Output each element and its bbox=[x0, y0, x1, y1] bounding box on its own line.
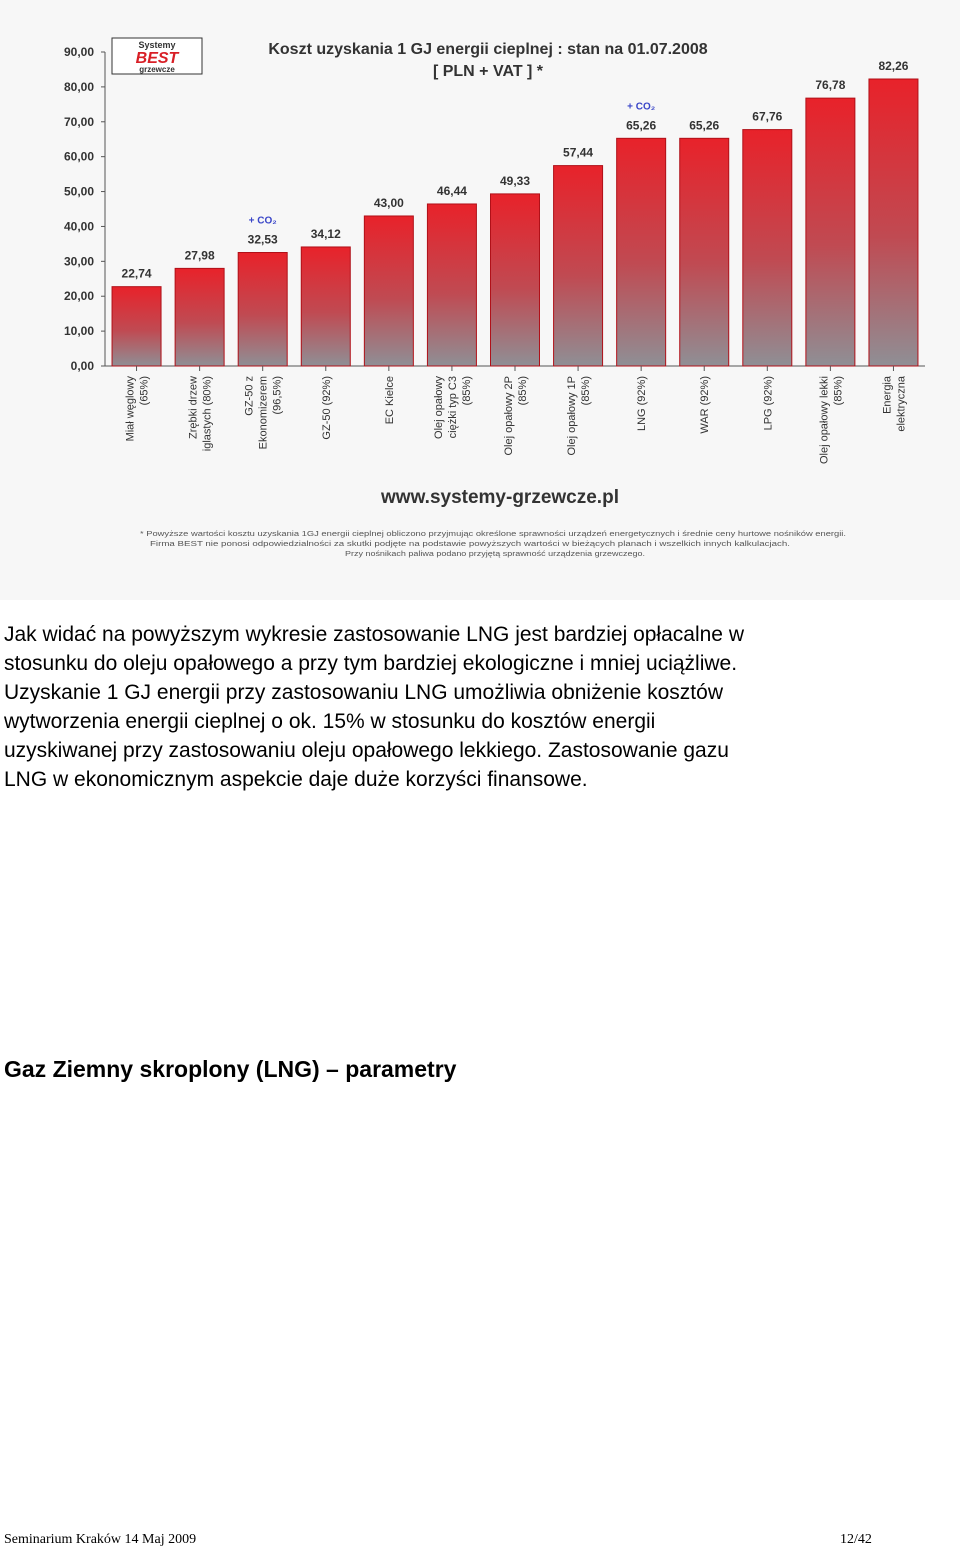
bar-value-label: 49,33 bbox=[499, 173, 531, 188]
paragraph-line: LNG w ekonomicznym aspekcie daje duże korzyści finansowe. bbox=[4, 768, 588, 791]
lng-summary-paragraph bbox=[4, 620, 944, 794]
bar-value-label: 32,53 bbox=[247, 232, 278, 247]
paragraph-line: stosunku do oleju opałowego a przy tym bardziej ekologiczne i mniej uciążliwe. bbox=[4, 652, 738, 675]
x-category-label-line: EC Kielce bbox=[383, 376, 396, 425]
x-category-label bbox=[321, 376, 333, 440]
x-category-label-line: Miał węglowy bbox=[124, 376, 137, 442]
bar bbox=[301, 247, 350, 366]
bar-value-label: 65,26 bbox=[626, 118, 657, 133]
x-category-label-line: GZ-50 z bbox=[243, 376, 256, 416]
co2-annotation: + CO₂ bbox=[248, 215, 277, 227]
x-category-label bbox=[566, 376, 592, 456]
cost-chart-figure bbox=[0, 0, 960, 600]
chart-bars bbox=[112, 59, 918, 464]
x-category-label-line: Ekonomizerem bbox=[257, 376, 270, 450]
co2-annotation: + CO₂ bbox=[627, 101, 656, 113]
x-category-label bbox=[881, 375, 907, 432]
x-category-label-line: Olej opałowy 2P bbox=[503, 376, 515, 456]
x-category-label-line: WAR (92%) bbox=[699, 376, 712, 434]
x-category-label bbox=[636, 376, 648, 431]
x-category-label-line: (85%) bbox=[580, 376, 593, 406]
x-category-label-line: (85%) bbox=[517, 376, 529, 406]
logo-text-bottom: grzewcze bbox=[139, 65, 175, 74]
x-category-label-line: Olej opałowy 1P bbox=[566, 376, 579, 456]
paragraph-line: Jak widać na powyższym wykresie zastosowanie LNG jest bardziej opłacalne w bbox=[4, 623, 744, 646]
bar bbox=[806, 98, 855, 366]
bar bbox=[175, 268, 224, 366]
footer-seminar: Seminarium Kraków 14 Maj 2009 bbox=[4, 1532, 197, 1547]
bar bbox=[491, 194, 540, 366]
bar bbox=[680, 138, 729, 366]
chart-subtitle: [ PLN + VAT ] * bbox=[432, 63, 544, 80]
best-logo bbox=[112, 38, 202, 74]
paragraph-line: uzyskiwanej przy zastosowaniu oleju opałowego lekkiego. Zastosowanie gazu bbox=[4, 739, 729, 762]
bar-value-label: 46,44 bbox=[436, 183, 467, 198]
bar-value-label: 22,74 bbox=[121, 266, 152, 281]
x-category-label bbox=[762, 376, 774, 430]
x-category-label-line: (85%) bbox=[832, 376, 845, 406]
bar-value-label: 34,12 bbox=[310, 226, 341, 241]
paragraph-line: Uzyskanie 1 GJ energii przy zastosowaniu LNG umożliwia obniżenie kosztów bbox=[4, 681, 723, 704]
bar bbox=[112, 287, 161, 366]
y-tick-label: 40,00 bbox=[63, 219, 94, 234]
x-category-label-line: LNG (92%) bbox=[636, 376, 649, 432]
x-category-label-line: elektryczna bbox=[895, 376, 908, 432]
paragraph-line: wytworzenia energii cieplnej o ok. 15% w stosunku do kosztów energii bbox=[4, 710, 656, 733]
bar-value-label: 43,00 bbox=[373, 195, 404, 210]
x-category-label-line: Olej opałowy bbox=[432, 376, 445, 439]
footnote-line-2: Firma BEST nie ponosi odpowiedzialności za skutki podjęte na podstawie powyższych wartości w bieżących planach i wszelkich innych kalkulacjach. bbox=[150, 541, 791, 548]
x-category-label bbox=[433, 376, 473, 439]
footnote-line-3: Przy nośnikach paliwa podano przyjętą sprawność urządzenia grzewczego. bbox=[345, 551, 646, 558]
x-category-label-line: Energia bbox=[881, 376, 894, 414]
x-category-label bbox=[125, 376, 151, 442]
y-tick-label: 60,00 bbox=[63, 149, 94, 164]
x-category-label-line: (96,5%) bbox=[271, 376, 284, 415]
x-category-label bbox=[699, 376, 711, 434]
bar bbox=[617, 138, 666, 366]
bar bbox=[554, 166, 603, 366]
chart-title: Koszt uzyskania 1 GJ energii cieplnej : stan na 01.07.2008 bbox=[268, 41, 708, 58]
footnote-line-1: * Powyższe wartości kosztu uzyskania 1GJ energii cieplnej obliczono przyjmując określone sprawności urządzeń energetycznych i średnie ceny hurtowe nośników energii. bbox=[140, 531, 847, 538]
bar-value-label: 82,26 bbox=[878, 59, 909, 74]
y-tick-label: 80,00 bbox=[63, 79, 94, 94]
bar-value-label: 67,76 bbox=[752, 109, 783, 124]
bar-value-label: 65,26 bbox=[689, 118, 720, 133]
bar bbox=[238, 253, 287, 366]
x-category-label bbox=[818, 376, 844, 464]
x-category-label bbox=[244, 376, 284, 449]
y-tick-label: 90,00 bbox=[63, 45, 94, 59]
x-category-label-line: Olej opałowy lekki bbox=[818, 376, 831, 465]
x-category-label-line: GZ-50 (92%) bbox=[320, 376, 333, 440]
x-category-label-line: LPG (92%) bbox=[762, 376, 775, 431]
y-tick-label: 50,00 bbox=[63, 184, 94, 199]
website-label: www.systemy-grzewcze.pl bbox=[381, 487, 619, 508]
x-category-label-line: Zrębki drzew bbox=[187, 376, 200, 439]
bar-value-label: 27,98 bbox=[184, 248, 215, 263]
page-number: 12/42 bbox=[840, 1532, 872, 1547]
logo-text-main: BEST bbox=[135, 50, 179, 67]
x-category-label bbox=[188, 376, 214, 451]
bar-value-label: 76,78 bbox=[815, 78, 846, 93]
logo-text-top: Systemy bbox=[138, 40, 176, 50]
bar bbox=[427, 204, 476, 366]
x-category-label bbox=[384, 376, 396, 424]
x-category-label bbox=[503, 376, 529, 456]
bar bbox=[869, 79, 918, 366]
y-tick-label: 10,00 bbox=[63, 324, 94, 339]
x-category-label-line: (65%) bbox=[138, 376, 151, 406]
y-tick-label: 0,00 bbox=[70, 359, 94, 373]
bar-value-label: 57,44 bbox=[563, 145, 594, 160]
cost-bar-chart bbox=[0, 0, 960, 600]
x-category-label-line: (85%) bbox=[460, 376, 473, 406]
x-category-label-line: ciężki typ C3 bbox=[446, 376, 459, 439]
bar bbox=[743, 130, 792, 366]
bar bbox=[364, 216, 413, 366]
y-tick-label: 70,00 bbox=[63, 114, 94, 129]
section-heading: Gaz Ziemny skroplony (LNG) – parametry bbox=[4, 1056, 457, 1082]
x-category-label-line: iglastych (80%) bbox=[201, 376, 214, 452]
y-tick-label: 30,00 bbox=[63, 254, 94, 269]
y-tick-label: 20,00 bbox=[63, 289, 94, 304]
